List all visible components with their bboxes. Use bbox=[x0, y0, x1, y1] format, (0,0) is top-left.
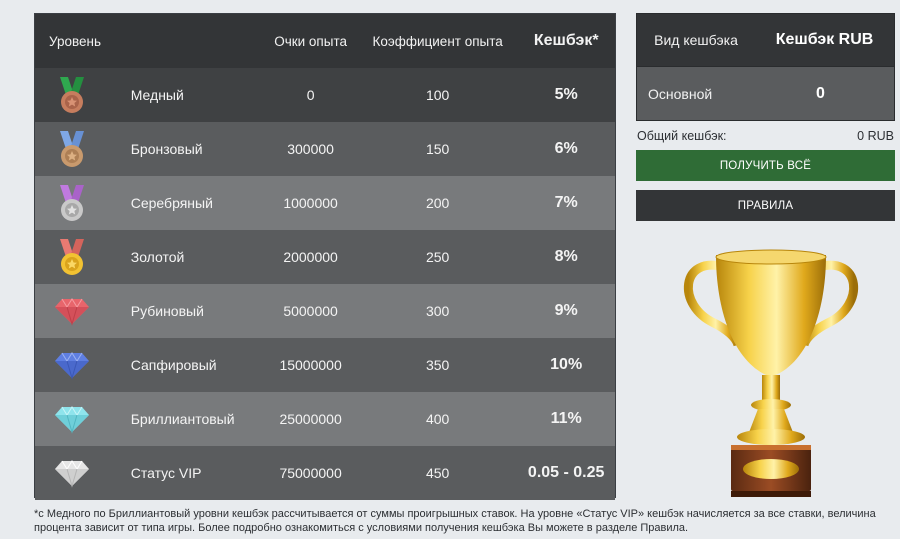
level-coefficient: 250 bbox=[425, 249, 450, 265]
silver-medal-icon bbox=[35, 183, 109, 223]
bronze-medal-icon bbox=[35, 129, 109, 169]
level-name: Сапфировый bbox=[130, 357, 217, 373]
level-cashback: 8% bbox=[554, 248, 578, 265]
level-coefficient: 150 bbox=[425, 141, 450, 157]
header-level: Уровень bbox=[49, 33, 102, 49]
level-points: 0 bbox=[306, 87, 315, 103]
level-points: 75000000 bbox=[279, 465, 342, 481]
level-points: 1000000 bbox=[283, 195, 338, 211]
cashback-currency-label: Кешбэк RUB bbox=[775, 31, 874, 48]
cashback-panel bbox=[636, 13, 895, 221]
level-coefficient: 350 bbox=[425, 357, 450, 373]
cashback-panel-header bbox=[636, 13, 895, 67]
level-coefficient: 200 bbox=[425, 195, 450, 211]
table-row bbox=[35, 176, 615, 230]
level-points: 15000000 bbox=[279, 357, 342, 373]
level-cashback: 10% bbox=[550, 356, 583, 373]
level-name: Серебряный bbox=[130, 195, 213, 211]
table-row bbox=[35, 230, 615, 284]
sapphire-gem-icon bbox=[35, 350, 109, 380]
table-row bbox=[35, 392, 615, 446]
cashback-main-label: Основной bbox=[648, 85, 713, 102]
level-points: 5000000 bbox=[283, 303, 338, 319]
header-coefficient: Коэффициент опыта bbox=[372, 33, 503, 49]
table-header bbox=[35, 14, 615, 68]
level-cashback: 7% bbox=[554, 194, 578, 211]
level-coefficient: 400 bbox=[425, 411, 450, 427]
level-cashback: 9% bbox=[554, 302, 578, 319]
level-cashback: 0.05 - 0.25 bbox=[527, 464, 605, 481]
level-name: Бриллиантовый bbox=[130, 411, 235, 427]
level-coefficient: 100 bbox=[425, 87, 450, 103]
cashback-total-label: Общий кешбэк: bbox=[637, 129, 727, 143]
cashback-total bbox=[636, 129, 895, 143]
level-cashback: 5% bbox=[554, 86, 578, 103]
level-points: 25000000 bbox=[279, 411, 342, 427]
header-points: Очки опыта bbox=[274, 33, 347, 49]
level-name: Медный bbox=[130, 87, 184, 103]
copper-medal-icon bbox=[35, 75, 109, 115]
cashback-total-value: 0 RUB bbox=[857, 129, 894, 143]
level-cashback: 6% bbox=[554, 140, 578, 157]
cashback-main-row bbox=[636, 67, 895, 121]
cashback-type-label: Вид кешбэка bbox=[654, 32, 738, 48]
level-coefficient: 450 bbox=[425, 465, 450, 481]
level-coefficient: 300 bbox=[425, 303, 450, 319]
cashback-main-value: 0 bbox=[816, 84, 825, 102]
cashback-footnote: *с Медного по Бриллиантовый уровни кешбэк рассчитывается от суммы проигрышных ставок. На уровне «Статус VIP» кешбэк начисляется за все ставки, величина процента зависит от типа игры. Более подробно ознакомиться с условиями получения кешбэка Вы можете в разделе Правила. bbox=[34, 508, 876, 534]
get-all-button[interactable]: ПОЛУЧИТЬ ВСЁ bbox=[636, 150, 895, 181]
cashback-levels-table bbox=[34, 13, 616, 498]
table-row bbox=[35, 68, 615, 122]
table-row bbox=[35, 446, 615, 500]
gold-medal-icon bbox=[35, 237, 109, 277]
level-name: Рубиновый bbox=[130, 303, 204, 319]
header-cashback: Кешбэк* bbox=[533, 32, 599, 49]
level-points: 2000000 bbox=[283, 249, 338, 265]
level-name: Статус VIP bbox=[130, 465, 202, 481]
diamond-gem-icon bbox=[35, 404, 109, 434]
ruby-gem-icon bbox=[35, 296, 109, 326]
table-row bbox=[35, 284, 615, 338]
level-name: Золотой bbox=[130, 249, 185, 265]
table-row bbox=[35, 338, 615, 392]
level-name: Бронзовый bbox=[130, 141, 203, 157]
trophy-icon bbox=[676, 245, 866, 503]
table-row bbox=[35, 122, 615, 176]
level-points: 300000 bbox=[287, 141, 334, 157]
rules-button[interactable]: ПРАВИЛА bbox=[636, 190, 895, 221]
vip-diamond-icon bbox=[35, 458, 109, 488]
level-cashback: 11% bbox=[550, 410, 582, 427]
